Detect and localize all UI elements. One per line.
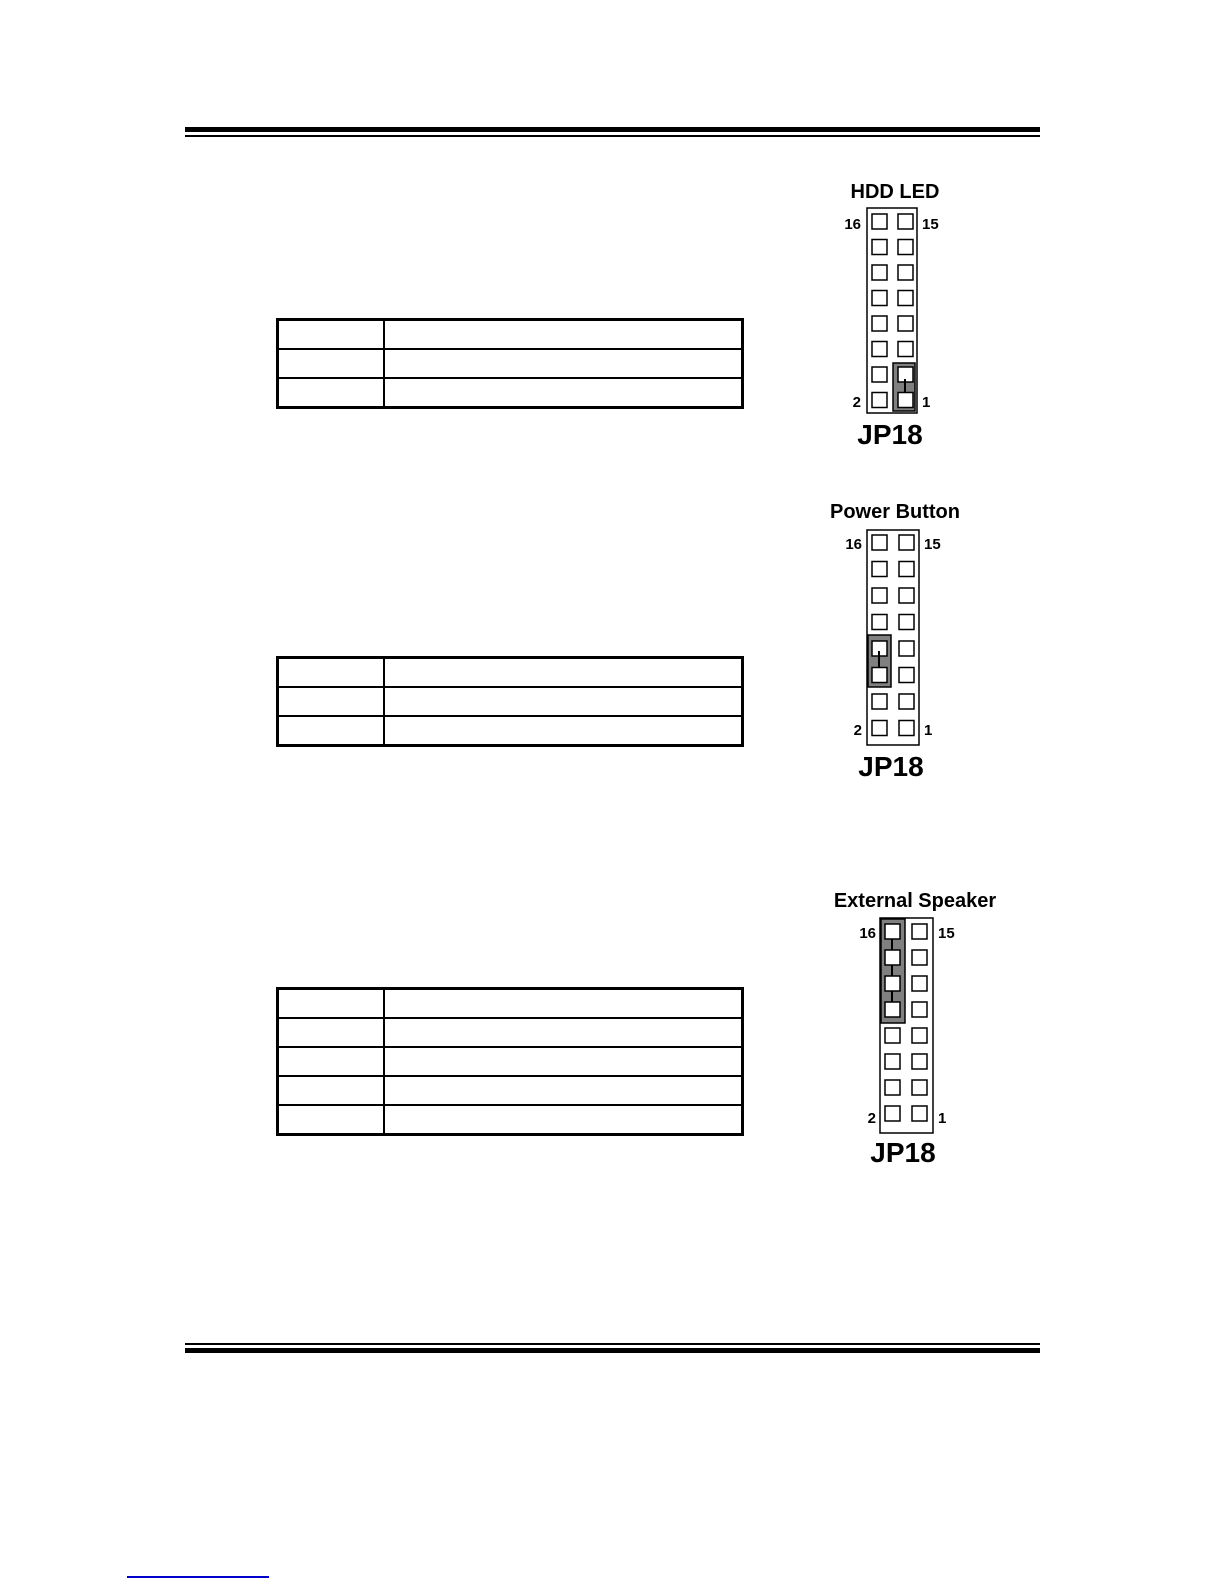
pin-label-16: 16: [859, 925, 876, 942]
table-row: [278, 1105, 743, 1135]
header-pin: [912, 976, 927, 991]
pin-label-15: 15: [922, 216, 939, 233]
table-cell: [384, 658, 743, 688]
pin-label-16: 16: [845, 536, 862, 553]
header-pin: [898, 291, 913, 306]
table-cell: [278, 378, 385, 408]
table-cell: [278, 320, 385, 350]
header-pin: [872, 588, 887, 603]
pin-label-2: 2: [853, 722, 862, 739]
table-cell: [278, 1018, 385, 1047]
header-pin: [899, 721, 914, 736]
header-pin: [872, 694, 887, 709]
table-row: [278, 989, 743, 1019]
header-pin: [885, 1028, 900, 1043]
header-pin: [899, 694, 914, 709]
table-cell: [384, 349, 743, 378]
header-pin: [898, 214, 913, 229]
header-pin: [872, 265, 887, 280]
table-row: [278, 378, 743, 408]
table-cell: [278, 658, 385, 688]
hdd-led-pin-table: [276, 318, 744, 409]
table-row: [278, 320, 743, 350]
table-row: [278, 1047, 743, 1076]
pin-label-1: 1: [938, 1110, 947, 1127]
header-pin: [912, 950, 927, 965]
diagram-title: External Speaker: [833, 892, 997, 912]
table-row: [278, 349, 743, 378]
header-pin: [912, 924, 927, 939]
diagram-title: Power Button: [830, 501, 960, 523]
connector-label: JP18: [857, 419, 923, 450]
table-cell: [278, 1105, 385, 1135]
pin-label-15: 15: [924, 536, 941, 553]
external-speaker-jumper-diagram: [815, 892, 1030, 1187]
header-pin: [912, 1106, 927, 1121]
header-pin: [885, 976, 900, 991]
table-cell: [278, 349, 385, 378]
table-cell: [384, 1047, 743, 1076]
header-pin: [872, 367, 887, 382]
table-cell: [278, 716, 385, 746]
header-pin: [872, 240, 887, 255]
table-cell: [278, 989, 385, 1019]
pin-label-15: 15: [938, 925, 955, 942]
header-pin: [912, 1054, 927, 1069]
connector-label: JP18: [858, 751, 924, 782]
table-cell: [384, 1018, 743, 1047]
pin-label-2: 2: [852, 394, 861, 411]
header-pin: [872, 721, 887, 736]
table-row: [278, 687, 743, 716]
header-pin: [912, 1002, 927, 1017]
header-pin: [872, 535, 887, 550]
footer-rule: [185, 1343, 1040, 1353]
header-pin: [898, 240, 913, 255]
header-pin: [899, 668, 914, 683]
power-button-jumper-diagram: [815, 500, 1000, 795]
header-pin: [885, 924, 900, 939]
header-pin: [899, 588, 914, 603]
pin-label-16: 16: [844, 216, 861, 233]
header-pin: [898, 265, 913, 280]
header-pin: [885, 1002, 900, 1017]
power-button-pin-table: [276, 656, 744, 747]
header-pin: [899, 615, 914, 630]
header-pin: [898, 342, 913, 357]
connector-label: JP18: [870, 1137, 936, 1168]
table-cell: [384, 716, 743, 746]
header-pin: [872, 393, 887, 408]
table-cell: [384, 320, 743, 350]
header-pin: [872, 316, 887, 331]
header-pin: [872, 668, 887, 683]
table-row: [278, 658, 743, 688]
header-pin: [872, 562, 887, 577]
table-row: [278, 716, 743, 746]
header-rule: [185, 127, 1040, 137]
header-pin: [885, 950, 900, 965]
table-cell: [384, 1105, 743, 1135]
pin-label-1: 1: [924, 722, 933, 739]
table-row: [278, 1018, 743, 1047]
header-pin: [885, 1080, 900, 1095]
table-cell: [278, 1076, 385, 1105]
table-row: [278, 1076, 743, 1105]
header-pin: [898, 316, 913, 331]
header-pin: [899, 641, 914, 656]
header-pin: [899, 562, 914, 577]
hdd-led-jumper-diagram: [820, 178, 980, 453]
header-pin: [872, 342, 887, 357]
pin-label-1: 1: [922, 394, 931, 411]
diagram-title: HDD LED: [850, 181, 940, 203]
table-cell: [278, 687, 385, 716]
header-pin: [885, 1106, 900, 1121]
header-pin: [872, 615, 887, 630]
table-cell: [384, 378, 743, 408]
header-pin: [912, 1028, 927, 1043]
footer-link-underline: [127, 1576, 269, 1578]
header-pin: [898, 393, 913, 408]
pin-label-2: 2: [867, 1110, 876, 1127]
header-pin: [885, 1054, 900, 1069]
external-speaker-pin-table: [276, 987, 744, 1136]
table-cell: [278, 1047, 385, 1076]
header-pin: [912, 1080, 927, 1095]
table-cell: [384, 1076, 743, 1105]
table-cell: [384, 687, 743, 716]
header-pin: [872, 214, 887, 229]
table-cell: [384, 989, 743, 1019]
header-pin: [899, 535, 914, 550]
header-pin: [872, 291, 887, 306]
